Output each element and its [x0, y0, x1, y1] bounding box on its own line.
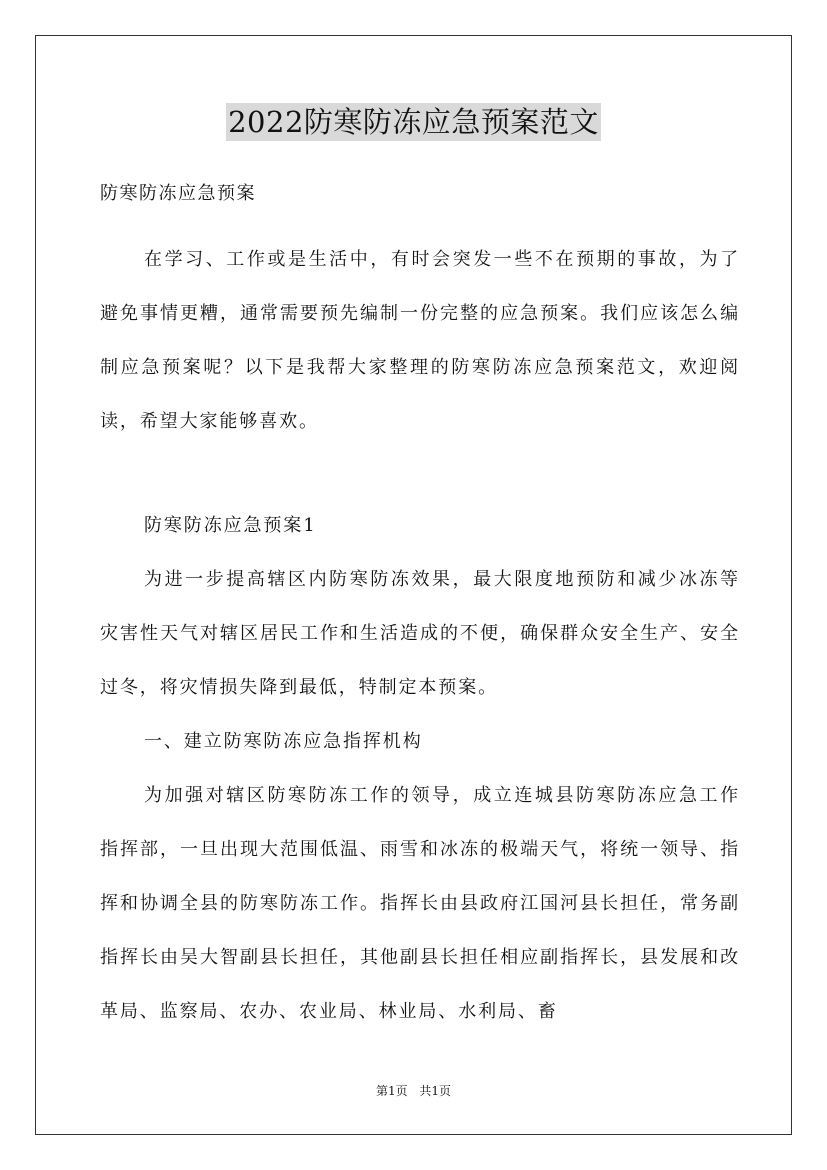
paragraph-2: 为加强对辖区防寒防冻工作的领导，成立连城县防寒防冻应急工作指挥部，一旦出现大范围低温、雨雪和冰冻的极端天气，将统一领导、指挥和协调全县的防寒防冻工作。指挥长由县政府江国河县长担任，常务副指挥长由吴大智副县长担任，其他副县长担任相应副指挥长，县发展和改革局、监察局、农办、农业局、林业局、水利局、畜 [100, 785, 740, 1022]
spacer [100, 449, 740, 499]
paragraph-1: 为进一步提高辖区内防寒防冻效果，最大限度地预防和减少冰冻等灾害性天气对辖区居民工作和生活造成的不便，确保群众安全生产、安全过冬，将灾情损失降到最低，特制定本预案。 [100, 569, 740, 698]
document-subtitle: 防寒防冻应急预案 [100, 183, 256, 204]
title-wrap [0, 103, 827, 141]
heading-1: 一、建立防寒防冻应急指挥机构 [144, 731, 423, 752]
section-title: 防寒防冻应急预案1 [144, 515, 317, 536]
document-body [100, 178, 740, 1039]
document-title: 2022防寒防冻应急预案范文 [228, 105, 599, 139]
page-number-current: 第1页 [375, 1084, 408, 1098]
intro-paragraph: 在学习、工作或是生活中，有时会突发一些不在预期的事故，为了避免事情更糟，通常需要预先编制一份完整的应急预案。我们应该怎么编制应急预案呢？以下是我帮大家整理的防寒防冻应急预案范文，欢迎阅读，希望大家能够喜欢。 [100, 249, 740, 432]
page-number-total: 共1页 [419, 1084, 452, 1098]
page-footer [0, 1083, 827, 1099]
